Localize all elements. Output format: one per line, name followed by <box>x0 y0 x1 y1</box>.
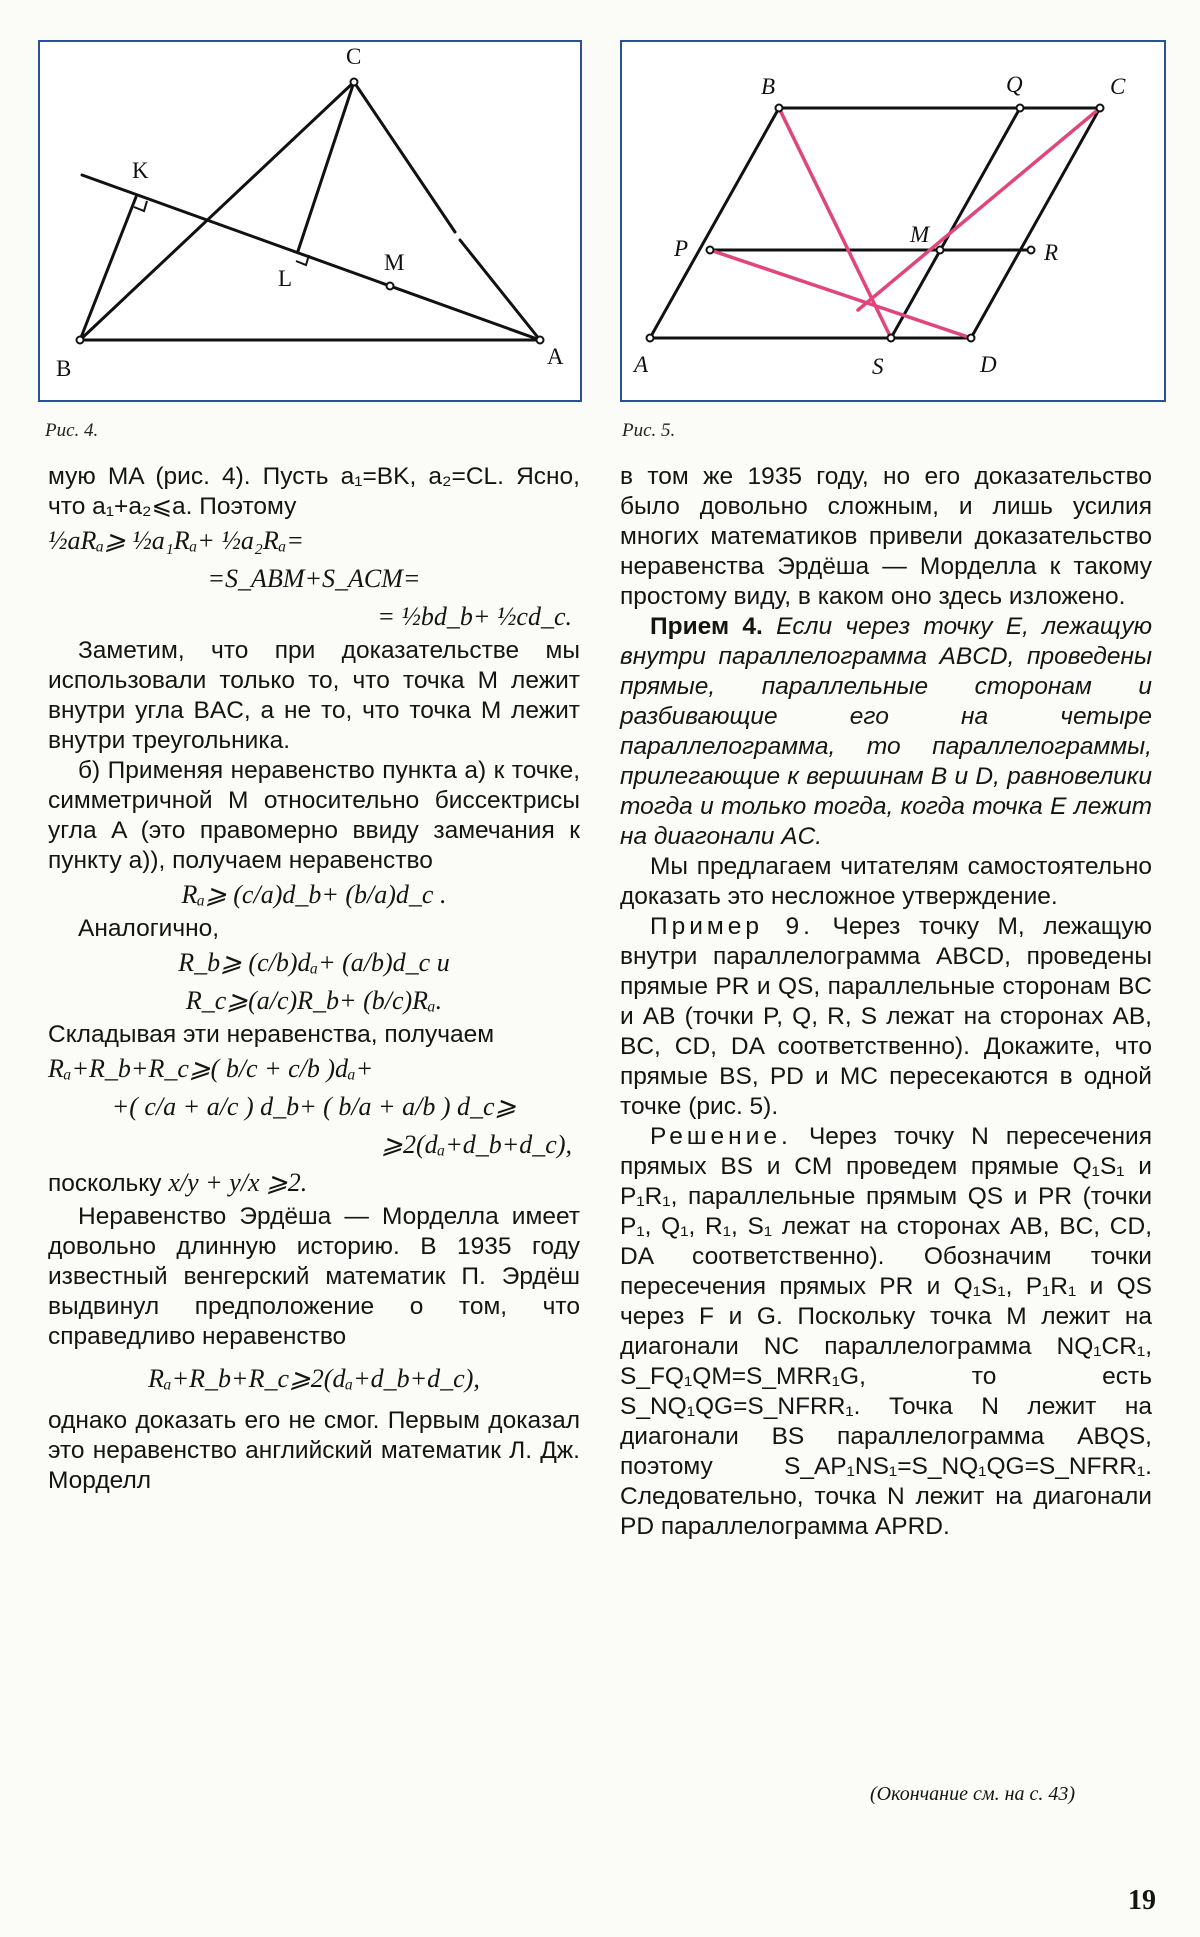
point-b <box>77 337 84 344</box>
line-mc <box>858 108 1100 310</box>
point-c <box>351 79 358 86</box>
equation-5-line-2: +( c/a + a/c ) d_b+ ( b/a + a/b ) d_c⩾ <box>111 1092 517 1121</box>
segment-ca-upper <box>354 82 455 232</box>
label-k: K <box>132 158 149 183</box>
equation-5-line-3: ⩾2(dₐ+d_b+d_c), <box>381 1130 572 1159</box>
figure-5-drawing <box>622 42 1164 400</box>
equation-2: Rₐ⩾ (c/a)d_b+ (b/a)d_c . <box>181 880 447 909</box>
label-d: D <box>980 352 997 377</box>
left-paragraph-4: Аналогично, <box>78 915 220 942</box>
label-p: P <box>674 236 689 261</box>
right-angle-k <box>134 201 147 211</box>
equation-1-line-1: ½aRₐ⩾ ½a₁Rₐ+ ½a₂Rₐ= <box>48 526 304 555</box>
equation-3: R_b⩾ (c/b)dₐ+ (a/b)d_c и <box>178 948 450 977</box>
left-column <box>48 462 580 1496</box>
left-paragraph-8: однако доказать его не смог. Первым доказал это неравенство английский математик Л. Дж. Морделл <box>48 1407 580 1494</box>
left-paragraph-2: Заметим, что при доказательстве мы использовали только то, что точка M лежит внутри угла BAC, а не то, что точка M лежит внутри треугольника. <box>48 637 580 754</box>
left-paragraph-5: Складывая эти неравенства, получаем <box>48 1021 495 1048</box>
left-paragraph-6 <box>48 1164 580 1202</box>
figure-5 <box>620 40 1166 402</box>
label-b: B <box>56 356 72 381</box>
label-r: R <box>1044 240 1059 265</box>
line-bs <box>779 108 891 338</box>
page-number: 19 <box>1128 1885 1156 1916</box>
right-paragraph-1: в том же 1935 году, но его доказательство было довольно сложным, и лишь усилия многих математиков привели доказательство неравенства Эрдёша — Морделла к такому простому виду, в каком оно здесь изложено. <box>620 463 1152 610</box>
left-paragraph-1: мую MA (рис. 4). Пусть a₁=BK, a₂=CL. Ясно, что a₁+a₂⩽a. Поэтому <box>48 463 580 520</box>
continuation-note: (Окончание см. на с. 43) <box>870 1783 1076 1805</box>
equation-6: x/y + y/x ⩾2. <box>168 1168 308 1197</box>
equation-5-line-1: Rₐ+R_b+R_c⩾( b/c + c/b )dₐ+ <box>48 1054 374 1083</box>
example-9-label: Пример 9. <box>650 913 814 940</box>
point-r <box>1028 247 1035 254</box>
solution <box>620 1122 1152 1542</box>
segment-bk <box>80 197 136 340</box>
label-m: M <box>384 250 405 275</box>
equation-7: Rₐ+R_b+R_c⩾2(dₐ+d_b+d_c), <box>148 1364 480 1393</box>
point-a <box>647 335 654 342</box>
point-q <box>1017 105 1024 112</box>
label-l: L <box>278 266 293 291</box>
example-9 <box>620 912 1152 1122</box>
figure-4-drawing <box>40 42 580 400</box>
label-s: S <box>872 354 884 379</box>
label-a: A <box>547 344 564 369</box>
point-s <box>888 335 895 342</box>
technique-4-label: Прием 4. <box>650 613 763 640</box>
equation-1-line-3: = ½bd_b+ ½cd_c. <box>377 602 572 631</box>
point-a <box>537 337 544 344</box>
label-b: B <box>761 74 776 99</box>
label-a: A <box>634 352 649 377</box>
right-column <box>620 462 1152 1542</box>
solution-text: Через точку N пересечения прямых BS и CM проведем прямые Q₁S₁ и P₁R₁, параллельные прямым QS и PR (точки P₁, Q₁, R₁, S₁ лежат на сторонах AB, BC, CD, DA соответственно). Обозначим точки пересечения прямых PR и Q₁S₁, P₁R₁ и QS через F и G. Поскольку точка M лежит на диагонали NC параллелограмма NQ₁CR₁, S_FQ₁QM=S_MRR₁G, то есть S_NQ₁QG=S_NFRR₁. Точка N лежит на диагонали BS параллелограмма ABQS, поэтому S_AP₁NS₁=S_NQ₁QG=S_NFRR₁. Следовательно, точка N лежит на диагонали PD параллелограмма APRD. <box>620 1123 1153 1540</box>
point-c <box>1097 105 1104 112</box>
left-paragraph-3: б) Применяя неравенство пункта а) к точке, симметричной M относительно биссектрисы угла A (это правомерно ввиду замечания к пункту а)), получаем неравенство <box>48 757 580 874</box>
technique-4-text: Если через точку E, лежащую внутри параллелограмма ABCD, проведены прямые, параллельные сторонам и разбивающие его на четыре параллелограмма, то параллелограммы, прилегающие к вершинам B и D, равновелики тогда и только тогда, когда точка E лежит на диагонали AC. <box>620 613 1152 850</box>
line-km <box>82 175 540 340</box>
figure-4-caption: Рис. 4. <box>45 420 99 441</box>
example-9-text: Через точку M, лежащую внутри параллелограмма ABCD, проведены прямые PR и QS, параллельные сторонам BC и AB (точки P, Q, R, S лежат на сторонах AB, BC, CD, DA соответственно). Докажите, что прямые BS, PD и MC пересекаются в одной точке (рис. 5). <box>620 913 1152 1120</box>
segment-bc <box>80 82 354 340</box>
point-m <box>937 247 944 254</box>
label-q: Q <box>1006 72 1023 97</box>
solution-label: Решение. <box>650 1123 792 1150</box>
point-m <box>387 283 394 290</box>
point-b <box>776 105 783 112</box>
equation-4: R_c⩾(a/c)R_b+ (b/c)Rₐ. <box>185 986 443 1015</box>
since-label: поскольку <box>48 1170 162 1197</box>
figure-5-caption: Рис. 5. <box>622 420 676 441</box>
point-d <box>968 335 975 342</box>
figure-4 <box>38 40 582 402</box>
right-paragraph-3: Мы предлагаем читателям самостоятельно доказать это несложное утверждение. <box>620 853 1152 910</box>
label-m: M <box>910 222 930 247</box>
equation-1-line-2: =S_ABM+S_ACM= <box>207 564 421 593</box>
technique-4 <box>620 612 1152 852</box>
label-c: C <box>346 44 362 69</box>
label-c: C <box>1110 74 1126 99</box>
point-p <box>707 247 714 254</box>
left-paragraph-7: Неравенство Эрдёша — Морделла имеет довольно длинную историю. В 1935 году известный венгерский математик П. Эрдёш выдвинул предположение о том, что справедливо неравенство <box>48 1203 580 1350</box>
